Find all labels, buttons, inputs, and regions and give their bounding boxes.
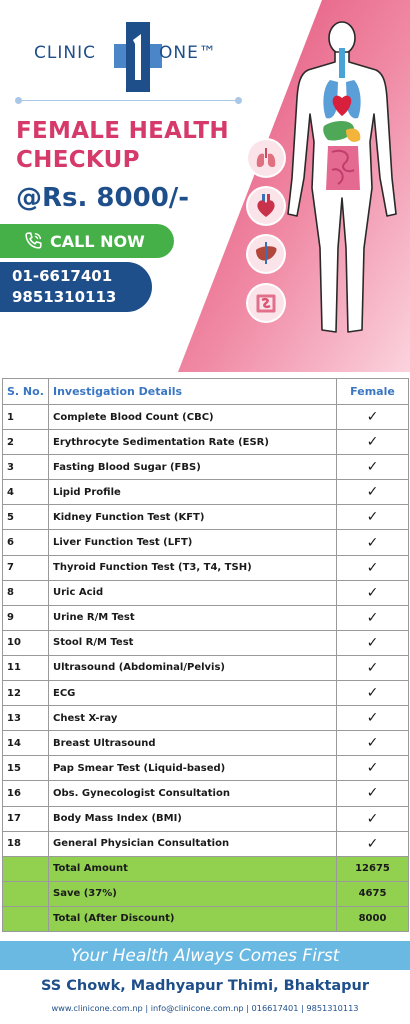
row-sno: 17	[3, 806, 49, 831]
check-icon: ✓	[337, 480, 409, 505]
summary-value: 4675	[337, 881, 409, 906]
table-row	[3, 480, 409, 505]
phone-number-2[interactable]: 9851310113	[12, 288, 117, 306]
check-icon: ✓	[337, 530, 409, 555]
check-icon: ✓	[337, 731, 409, 756]
table-row	[3, 781, 409, 806]
summary-row	[3, 856, 409, 881]
summary-blank-cell	[3, 906, 49, 931]
row-investigation: Breast Ultrasound	[49, 731, 337, 756]
row-investigation: Erythrocyte Sedimentation Rate (ESR)	[49, 430, 337, 455]
logo-text-one: ONE™	[159, 43, 217, 63]
check-icon: ✓	[337, 605, 409, 630]
check-icon: ✓	[337, 806, 409, 831]
row-investigation: Fasting Blood Sugar (FBS)	[49, 455, 337, 480]
row-sno: 6	[3, 530, 49, 555]
row-sno: 15	[3, 756, 49, 781]
divider-dot-left	[15, 97, 22, 104]
row-investigation: Urine R/M Test	[49, 605, 337, 630]
row-investigation: Uric Acid	[49, 580, 337, 605]
row-sno: 12	[3, 681, 49, 706]
intestine-icon	[248, 285, 284, 321]
row-sno: 11	[3, 655, 49, 680]
heart-icon	[248, 188, 284, 224]
row-sno: 14	[3, 731, 49, 756]
human-anatomy-illustration	[282, 18, 402, 338]
check-icon: ✓	[337, 630, 409, 655]
table-row	[3, 655, 409, 680]
table-row	[3, 530, 409, 555]
check-icon: ✓	[337, 580, 409, 605]
row-sno: 2	[3, 430, 49, 455]
logo-divider	[18, 100, 238, 101]
check-icon: ✓	[337, 455, 409, 480]
clinic-one-logo	[32, 22, 242, 92]
summary-row	[3, 881, 409, 906]
liver-icon	[248, 236, 284, 272]
table-row	[3, 756, 409, 781]
package-price: @Rs. 8000/-	[16, 183, 190, 213]
summary-blank-cell	[3, 856, 49, 881]
check-icon: ✓	[337, 781, 409, 806]
row-sno: 8	[3, 580, 49, 605]
investigation-table-wrapper	[2, 378, 408, 932]
row-investigation: Pap Smear Test (Liquid-based)	[49, 756, 337, 781]
check-icon: ✓	[337, 706, 409, 731]
check-icon: ✓	[337, 831, 409, 856]
row-investigation: Thyroid Function Test (T3, T4, TSH)	[49, 555, 337, 580]
table-row	[3, 806, 409, 831]
investigation-table	[2, 378, 409, 932]
check-icon: ✓	[337, 405, 409, 430]
row-sno: 18	[3, 831, 49, 856]
contact-info[interactable]: www.clinicone.com.np | info@clinicone.com.np | 016617401 | 9851310113	[51, 1003, 359, 1013]
table-row	[3, 555, 409, 580]
lungs-icon	[248, 140, 284, 176]
table-row	[3, 505, 409, 530]
row-sno: 4	[3, 480, 49, 505]
row-sno: 9	[3, 605, 49, 630]
row-investigation: Obs. Gynecologist Consultation	[49, 781, 337, 806]
call-now-button[interactable]	[0, 224, 174, 258]
clinic-address: SS Chowk, Madhyapur Thimi, Bhaktapur	[40, 978, 370, 994]
row-investigation: Lipid Profile	[49, 480, 337, 505]
table-row	[3, 831, 409, 856]
row-sno: 7	[3, 555, 49, 580]
row-investigation: ECG	[49, 681, 337, 706]
table-row	[3, 706, 409, 731]
row-sno: 13	[3, 706, 49, 731]
table-body	[3, 405, 409, 932]
row-investigation: Body Mass Index (BMI)	[49, 806, 337, 831]
headline-line-2: CHECKUP	[16, 147, 140, 173]
row-investigation: Complete Blood Count (CBC)	[49, 405, 337, 430]
check-icon: ✓	[337, 505, 409, 530]
tagline-banner	[0, 941, 410, 970]
table-row	[3, 405, 409, 430]
table-header-row	[3, 379, 409, 405]
check-icon: ✓	[337, 681, 409, 706]
header-female: Female	[337, 379, 409, 405]
phone-icon	[22, 230, 44, 252]
summary-value: 12675	[337, 856, 409, 881]
row-sno: 3	[3, 455, 49, 480]
table-row	[3, 731, 409, 756]
summary-row	[3, 906, 409, 931]
hero-section	[0, 0, 410, 372]
row-investigation: Liver Function Test (LFT)	[49, 530, 337, 555]
header-sno: S. No.	[3, 379, 49, 405]
table-row	[3, 430, 409, 455]
check-icon: ✓	[337, 430, 409, 455]
phone-numbers-box	[0, 262, 152, 312]
table-row	[3, 630, 409, 655]
table-row	[3, 605, 409, 630]
row-sno: 10	[3, 630, 49, 655]
table-row	[3, 580, 409, 605]
header-investigation: Investigation Details	[49, 379, 337, 405]
row-investigation: Stool R/M Test	[49, 630, 337, 655]
row-investigation: Chest X-ray	[49, 706, 337, 731]
table-row	[3, 455, 409, 480]
summary-label: Total Amount	[49, 856, 337, 881]
phone-number-1[interactable]: 01-6617401	[12, 267, 113, 285]
summary-value: 8000	[337, 906, 409, 931]
row-sno: 1	[3, 405, 49, 430]
row-investigation: Kidney Function Test (KFT)	[49, 505, 337, 530]
divider-dot-right	[235, 97, 242, 104]
tagline-text: Your Health Always Comes First	[70, 945, 340, 966]
table-row	[3, 681, 409, 706]
row-sno: 16	[3, 781, 49, 806]
check-icon: ✓	[337, 756, 409, 781]
row-investigation: General Physician Consultation	[49, 831, 337, 856]
logo-cross-mark	[114, 22, 162, 92]
summary-blank-cell	[3, 881, 49, 906]
logo-text-clinic: CLINIC	[34, 43, 96, 63]
call-now-label: CALL NOW	[50, 231, 145, 251]
check-icon: ✓	[337, 655, 409, 680]
row-sno: 5	[3, 505, 49, 530]
summary-label: Save (37%)	[49, 881, 337, 906]
headline-line-1: FEMALE HEALTH	[16, 118, 229, 144]
summary-label: Total (After Discount)	[49, 906, 337, 931]
row-investigation: Ultrasound (Abdominal/Pelvis)	[49, 655, 337, 680]
check-icon: ✓	[337, 555, 409, 580]
